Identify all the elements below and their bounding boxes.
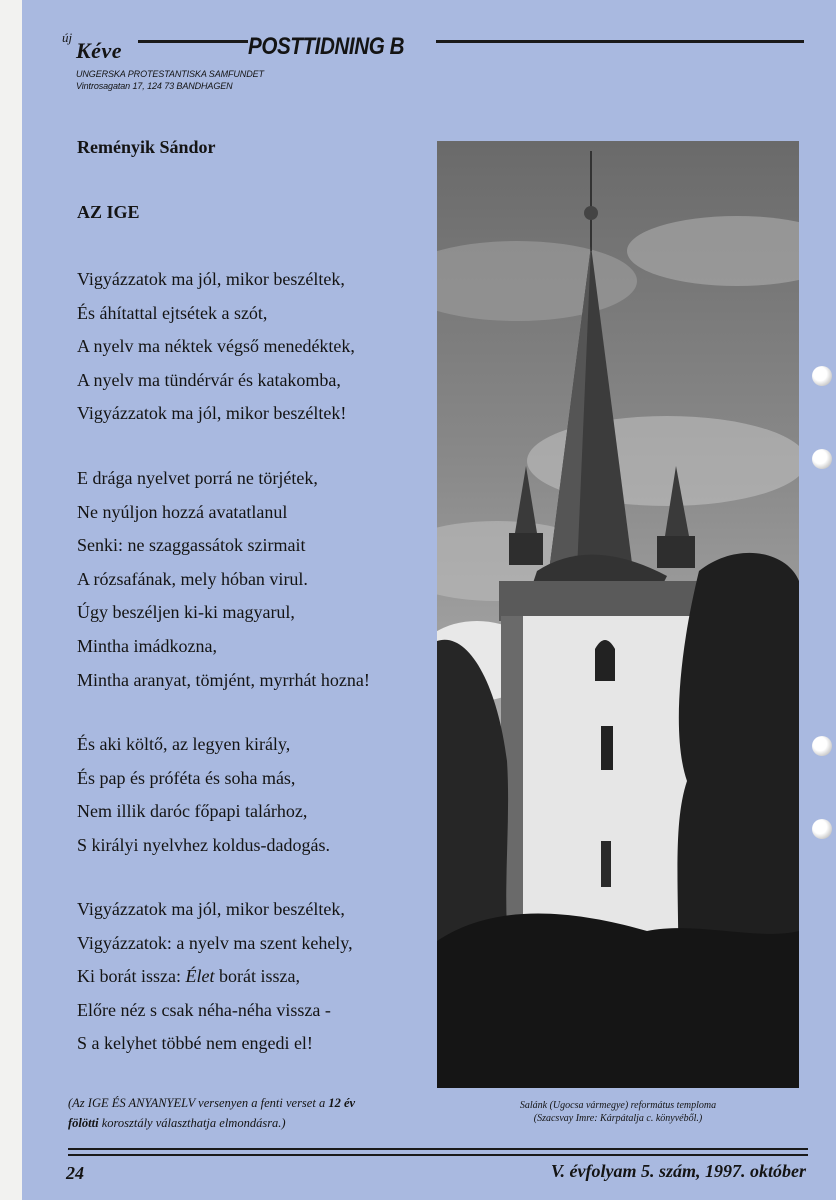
poem-line: A nyelv ma tündérvár és katakomba, (77, 369, 341, 390)
poem-title: AZ IGE (77, 202, 140, 222)
poem-line (77, 965, 353, 999)
poem-line-tail: borát issza, (214, 966, 300, 987)
footer-rule (68, 1154, 808, 1156)
binder-hole (812, 736, 832, 756)
keve-logo (62, 30, 162, 70)
poem-line: Mintha imádkozna, (77, 635, 217, 656)
caption-line-1: Salánk (Ugocsa vármegye) református temploma (519, 1100, 717, 1111)
stanza-3 (77, 733, 330, 867)
poem-author: Reményik Sándor (77, 137, 216, 157)
header-rule-right (436, 40, 804, 43)
poem-line: E drága nyelvet porrá ne törjétek, (77, 468, 318, 488)
poem-line: A nyelv ma néktek végső menedéktek, (77, 336, 355, 357)
stanza-2 (77, 467, 370, 702)
stanza-4 (77, 898, 353, 1066)
note-text-2: korosztály választhatja elmondásra.) (98, 1116, 286, 1130)
church-illustration (437, 141, 799, 1088)
recitation-note (68, 1093, 428, 1133)
poem-line-head: Ki borát issza: (77, 966, 186, 987)
org-name: UNGERSKA PROTESTANTISKA SAMFUNDET (76, 69, 264, 79)
poem-line: És áhítattal ejtsétek a szót, (77, 302, 268, 323)
logo-name: Kéve (76, 38, 122, 63)
tower-window (601, 726, 613, 770)
poem-line: Előre néz s csak néha-néha vissza - (77, 999, 331, 1020)
poem-line: Ne nyúljon hozzá avatatlanul (77, 501, 288, 522)
issue-info: V. évfolyam 5. szám, 1997. október (550, 1161, 806, 1181)
header-rule-left (138, 40, 248, 43)
note-text-1: (Az IGE ÉS ANYANYELV versenyen a fenti verset a (68, 1096, 329, 1110)
poem-line: És aki költő, az legyen király, (77, 734, 291, 754)
poem-line: Nem illik daróc főpapi talárhoz, (77, 801, 308, 822)
tower-cornice (499, 581, 699, 621)
poem-line: Vigyázzatok ma jól, mikor beszéltek, (77, 899, 345, 919)
poem-line: Mintha aranyat, tömjént, myrrhát hozna! (77, 669, 370, 690)
tower-window (601, 841, 611, 887)
poem-line: Vigyázzatok ma jól, mikor beszéltek! (77, 403, 347, 424)
poem-line: A rózsafának, mely hóban virul. (77, 568, 308, 589)
photo-caption (445, 1099, 791, 1125)
stanza-1 (77, 268, 355, 436)
paper-edge (0, 0, 22, 1200)
binder-hole (812, 366, 832, 386)
poem-line: S királyi nyelvhez koldus-dadogás. (77, 834, 330, 855)
turret-right-base (657, 536, 695, 568)
spire-orb (584, 206, 598, 220)
poem-line: S a kelyhet többé nem engedi el! (77, 1033, 313, 1054)
poem-line: Senki: ne szaggassátok szirmait (77, 535, 306, 556)
logo-prefix: új (62, 30, 73, 45)
poem-line: Úgy beszéljen ki-ki magyarul, (77, 602, 295, 623)
poem-line: Vigyázzatok ma jól, mikor beszéltek, (77, 269, 345, 289)
tower-window-arch (595, 640, 615, 681)
org-address: Vintrosagatan 17, 124 73 BANDHAGEN (76, 81, 233, 91)
footer-rule (68, 1148, 808, 1150)
emphasis-word: Élet (185, 966, 215, 987)
shrubs-foreground (437, 914, 799, 1089)
poem-line: És pap és próféta és soha más, (77, 767, 296, 788)
masthead-title: POSTTIDNING B (248, 33, 405, 60)
caption-line-2: (Szacsvay Imre: Kárpátalja c. könyvéből.) (533, 1113, 703, 1124)
page-number: 24 (66, 1163, 84, 1183)
binder-hole (812, 449, 832, 469)
note-bold-1: 12 év (328, 1096, 356, 1110)
note-bold-2: fölötti (68, 1116, 99, 1130)
turret-left-base (509, 533, 543, 565)
poem-line: Vigyázzatok: a nyelv ma szent kehely, (77, 932, 353, 953)
binder-hole (812, 819, 832, 839)
church-photo (437, 141, 799, 1088)
